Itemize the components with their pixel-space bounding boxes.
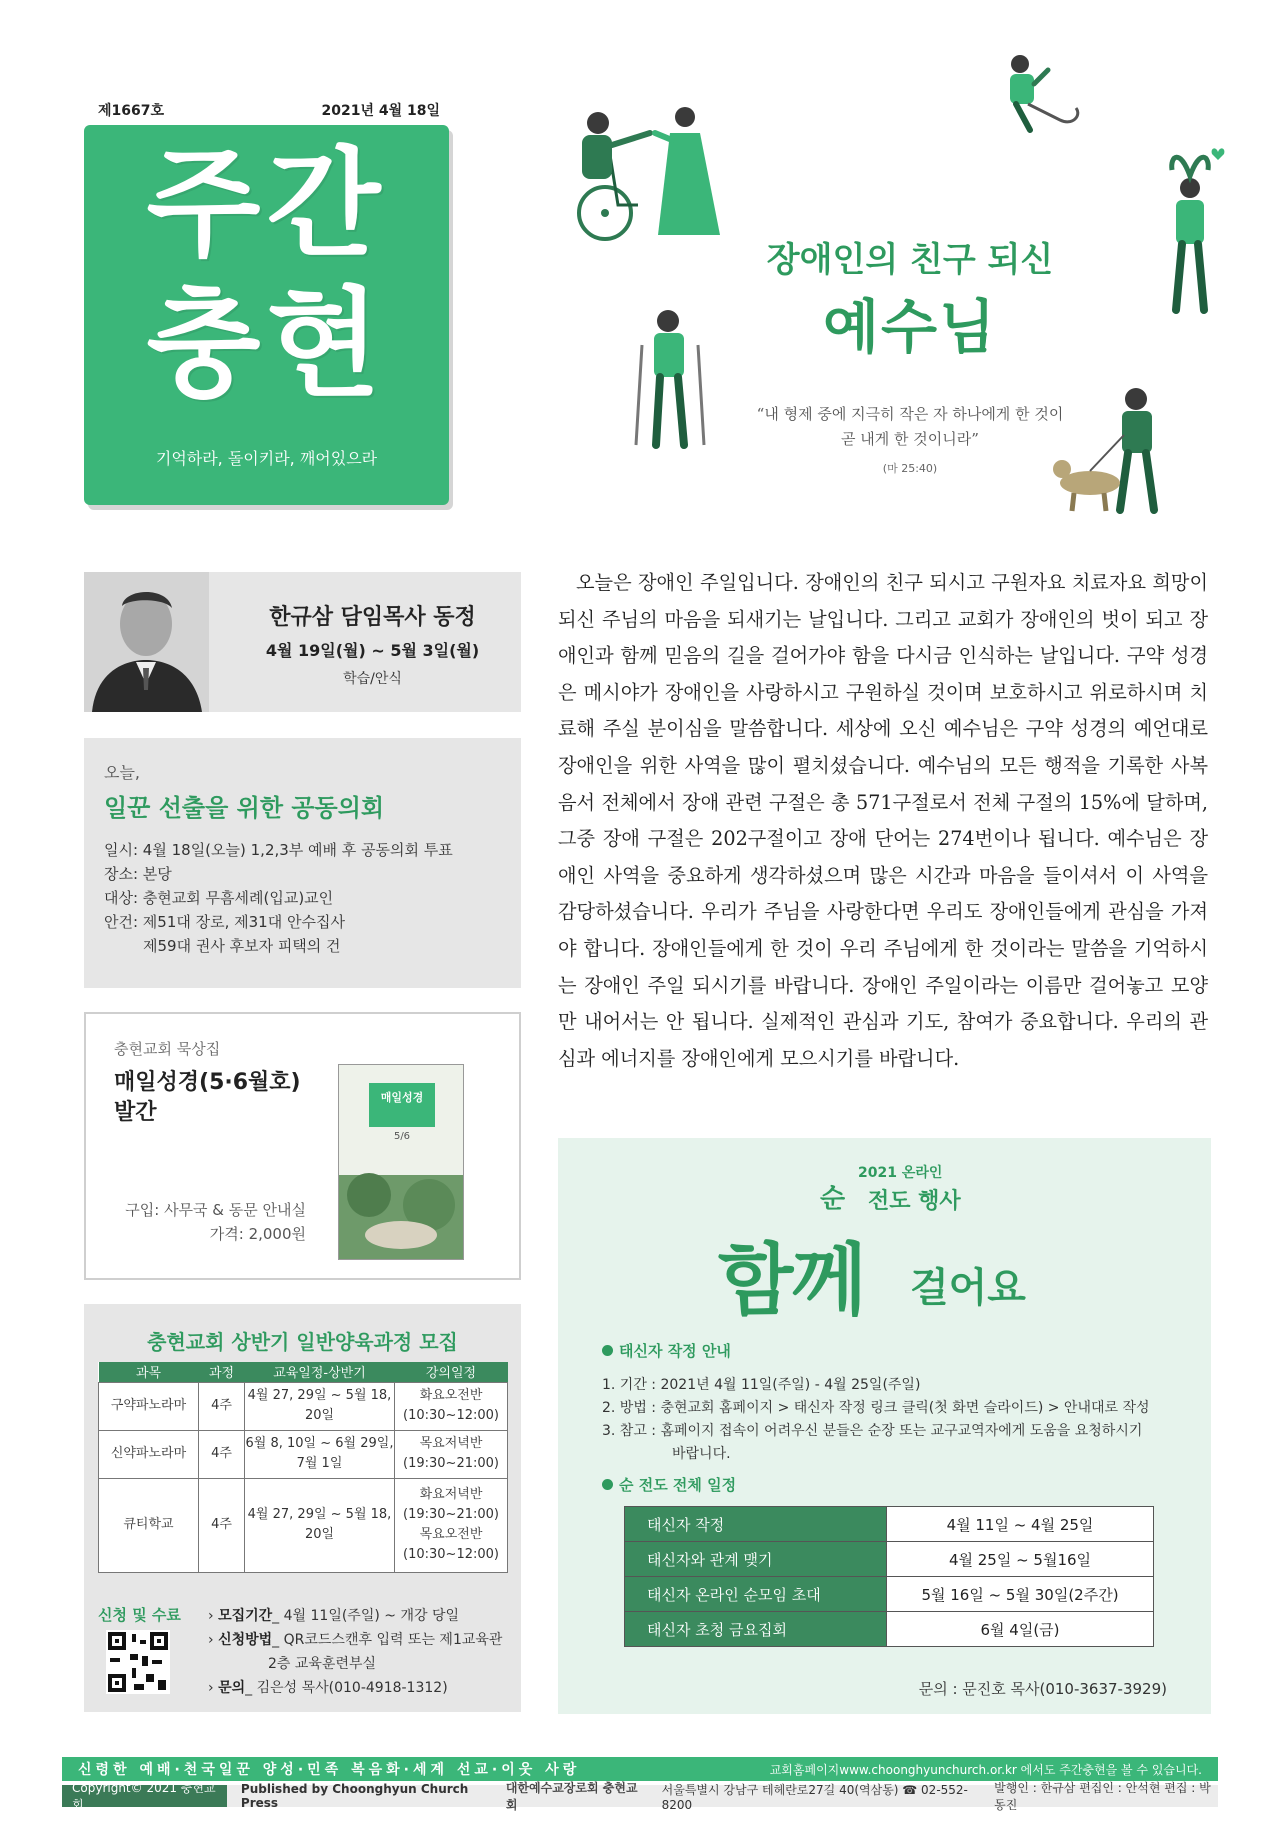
schedule-item: 태신자와 관계 맺기 [625, 1542, 887, 1577]
footer-copyright: Copyright© 2021 충현교회 [62, 1785, 227, 1807]
masthead [84, 125, 449, 505]
education-recruit-box [84, 1304, 521, 1712]
meeting-line-time: 일시: 4월 18일(오늘) 1,2,3부 예배 후 공동의회 투표 [104, 841, 453, 859]
footer-info-bar [62, 1781, 1218, 1812]
apply-method: › 신청방법_ QR코드스캔후 입력 또는 제1교육관 [208, 1632, 503, 1648]
row-subject: 신약파노라마 [99, 1430, 199, 1478]
row-lecture: 화요저녁반 (19:30~21:00) 목요오전반 (10:30~12:00) [395, 1478, 508, 1572]
pastor-name: 한규삼 담임목사 동정 [269, 605, 476, 630]
crutches-illustration [622, 305, 712, 450]
table-row [625, 1542, 1154, 1577]
prosthetic-leg-illustration [990, 50, 1100, 140]
table-row [625, 1612, 1154, 1647]
book-cover-title: 매일성경 [380, 1091, 424, 1104]
row-lecture: 목요저녁반 (19:30~21:00) [395, 1430, 508, 1478]
book-purchase [86, 1198, 306, 1246]
row-course: 4주 [199, 1478, 245, 1572]
church-logo: 대한예수교장로회 충현교회 [505, 1781, 638, 1812]
masthead-title-line1: 주간 [146, 135, 387, 273]
event-guide-line3: 3. 참고 : 홈페이지 접속이 어려우신 분들은 순장 또는 교구교역자에게 도움을 요청하시기 [602, 1423, 1143, 1439]
education-title: 충현교회 상반기 일반양육과정 모집 [147, 1330, 458, 1354]
schedule-period: 5월 16일 ~ 5월 30일(2주간) [887, 1577, 1154, 1612]
theme-quote-line1: “내 형제 중에 지극히 작은 자 하나에게 한 것이 [756, 405, 1064, 423]
event-section-1: 태신자 작정 안내 [602, 1340, 731, 1361]
footer-staff: 발행인 : 한규삼 편집인 : 안석현 편집 : 박동진 [994, 1781, 1211, 1812]
qr-code[interactable] [106, 1630, 170, 1694]
event-guide-line2: 2. 방법 : 충현교회 홈페이지 > 태신자 작정 링크 클릭(첫 화면 슬라이드) > 안내대로 작성 [602, 1400, 1150, 1416]
event-year: 2021 온라인 [858, 1165, 943, 1181]
row-schedule: 6월 8, 10일 ~ 6월 29일, 7월 1일 [245, 1430, 395, 1478]
event-guide-line1: 1. 기간 : 2021년 4월 11일(주일) - 4월 25일(주일) [602, 1377, 921, 1393]
event-soon: 순 [820, 1184, 846, 1214]
meeting-details [104, 838, 453, 958]
meeting-line-agenda: 안건: 제51대 장로, 제31대 안수집사 [104, 913, 345, 931]
masthead-slogan: 기억하라, 돌이키라, 깨어있으라 [155, 449, 378, 468]
book-title-line2: 발간 [114, 1100, 157, 1125]
schedule-item: 태신자 초청 금요집회 [625, 1612, 887, 1647]
row-course: 4주 [199, 1430, 245, 1478]
event-contact: 문의 : 문진호 목사(010-3637-3929) [918, 1680, 1167, 1698]
pastor-note: 학습/안식 [343, 671, 402, 687]
col-schedule: 교육일정-상반기 [245, 1362, 395, 1382]
apply-contact: › 문의_ 김은성 목사(010-4918-1312) [208, 1680, 448, 1696]
event-title-walk: 걸어요 [910, 1265, 1026, 1311]
qr-code-icon [106, 1630, 170, 1694]
schedule-period: 4월 25일 ~ 5월16일 [887, 1542, 1154, 1577]
book-price: 가격: 2,000원 [209, 1225, 306, 1243]
issue-date: 2021년 4월 18일 [321, 103, 440, 119]
event-guide-lines [602, 1374, 1182, 1466]
education-table [98, 1362, 508, 1573]
event-name: 전도 행사 [868, 1189, 961, 1214]
devotional-book-box [84, 1012, 521, 1280]
evangelism-event-box [558, 1138, 1211, 1714]
apply-label: 신청 및 수료 [98, 1606, 181, 1624]
wheelchair-illustration [560, 95, 730, 245]
row-schedule: 4월 27, 29일 ~ 5월 18, 20일 [245, 1382, 395, 1430]
heart-gesture-illustration [1150, 140, 1230, 320]
meeting-line-agenda2: 제59대 권사 후보자 피택의 건 [143, 937, 341, 955]
table-row [625, 1577, 1154, 1612]
schedule-period: 6월 4일(금) [887, 1612, 1154, 1647]
col-subject: 과목 [99, 1362, 199, 1382]
table-row [99, 1478, 508, 1572]
row-lecture: 화요오전반 (10:30~12:00) [395, 1382, 508, 1430]
footer-publisher: Published by Choonghyun Church Press [240, 1782, 469, 1810]
meeting-tag: 오늘, [104, 763, 140, 782]
theme-quote-line2: 곧 내게 한 것이니라” [841, 430, 979, 448]
meeting-title: 일꾼 선출을 위한 공동의회 [104, 794, 385, 822]
pastor-schedule-box [84, 572, 521, 712]
apply-details [208, 1604, 502, 1700]
table-row [99, 1430, 508, 1478]
theme-reference: (마 25:40) [882, 462, 938, 475]
pastor-period: 4월 19일(월) ~ 5월 3일(월) [265, 641, 480, 660]
book-cover-image [338, 1064, 464, 1260]
book-tag: 충현교회 묵상집 [114, 1040, 221, 1058]
table-row [99, 1382, 508, 1430]
schedule-item: 태신자 작정 [625, 1507, 887, 1542]
issue-number: 제1667호 [98, 103, 165, 119]
book-title [114, 1068, 334, 1128]
table-row [625, 1507, 1154, 1542]
event-schedule-table [624, 1506, 1154, 1647]
theme-subtitle: 장애인의 친구 되신 [766, 240, 1054, 280]
row-course: 4주 [199, 1382, 245, 1430]
sermon-text: 오늘은 장애인 주일입니다. 장애인의 친구 되시고 구원자요 치료자요 희망이 되신 주님의 마음을 되새기는 날입니다. 그리고 교회가 장애인의 벗이 되고 장애인과 함께 믿음의 길을 걸어가야 함을 다시금 인식하는 날입니다. 구약 성경은 메시야가 장애인을 사랑하시고 구원하실 것이며 보호하시고 위로하시며 치료해 주실 분이심을 말씀합니다. 세상에 오신 예수님은 구약 성경의 예언대로 장애인을 위한 사역을 많이 펼치셨습니다. 예수님의 모든 행적을 기록한 사복음서 전체에서 장애 관련 구절은 총 571구절로서 전체 구절의 15%에 달하며, 그중 장애 구절은 202구절이고 장애 단어는 274번이나 됩니다. 예수님은 장애인 사역을 중요하게 생각하셨으며 많은 시간과 마음을 들이셔서 이 사역을 감당하셨습니다. 우리가 주님을 사랑한다면 우리도 장애인들에게 관심을 가져야 합니다. 장애인들에게 한 것이 우리 주님에게 한 것이라는 말씀을 기억하시는 장애인 주일 되시기를 바랍니다. 장애인 주일이라는 이름만 걸어놓고 모양만 내어서는 안 됩니다. 실제적인 관심과 기도, 참여가 중요합니다. 우리의 관심과 에너지를 장애인에게 모으시기를 바랍니다. [558, 571, 1208, 1070]
event-title-big: 함께 [718, 1236, 865, 1326]
congregation-meeting-box [84, 738, 521, 988]
footer-motto-bar [62, 1757, 1218, 1781]
bullet-icon [602, 1345, 613, 1356]
meeting-line-place: 장소: 본당 [104, 865, 172, 883]
schedule-period: 4월 11일 ~ 4월 25일 [887, 1507, 1154, 1542]
pastor-photo [84, 572, 209, 712]
col-lecture: 강의일정 [395, 1362, 508, 1382]
theme-title: 예수님 [822, 293, 998, 361]
book-cover-issue: 5/6 [393, 1131, 411, 1142]
meeting-line-target: 대상: 충현교회 무흠세례(입교)교인 [104, 889, 334, 907]
footer-motto: 신령한 예배·천국일꾼 양성·민족 복음화·세계 선교·이웃 사랑 [78, 1762, 581, 1778]
event-section-2: 순 전도 전체 일정 [602, 1474, 736, 1495]
book-buy-location: 구입: 사무국 & 동문 안내실 [125, 1201, 306, 1219]
issue-row [98, 100, 440, 120]
apply-period: › 모집기간_ 4월 11일(주일) ~ 개강 당일 [208, 1608, 459, 1624]
book-title-line1: 매일성경(5·6월호) [114, 1070, 301, 1095]
schedule-item: 태신자 온라인 순모임 초대 [625, 1577, 887, 1612]
footer-address: 서울특별시 강남구 테헤란로27길 40(역삼동) ☎ 02-552-8200 [661, 1782, 968, 1812]
row-subject: 구약파노라마 [99, 1382, 199, 1430]
footer-website-note[interactable]: 교회홈페이지www.choonghyunchurch.or.kr 에서도 주간충현을 볼 수 있습니다. [769, 1762, 1202, 1777]
col-course: 과정 [199, 1362, 245, 1382]
event-guide-line3b: 바랍니다. [672, 1446, 731, 1462]
apply-method-2: 2층 교육훈련부실 [268, 1656, 377, 1672]
masthead-title-line2: 충현 [146, 275, 387, 413]
row-subject: 큐티학교 [99, 1478, 199, 1572]
theme-quote [720, 402, 1100, 452]
bullet-icon [602, 1479, 613, 1490]
row-schedule: 4월 27, 29일 ~ 5월 18, 20일 [245, 1478, 395, 1572]
